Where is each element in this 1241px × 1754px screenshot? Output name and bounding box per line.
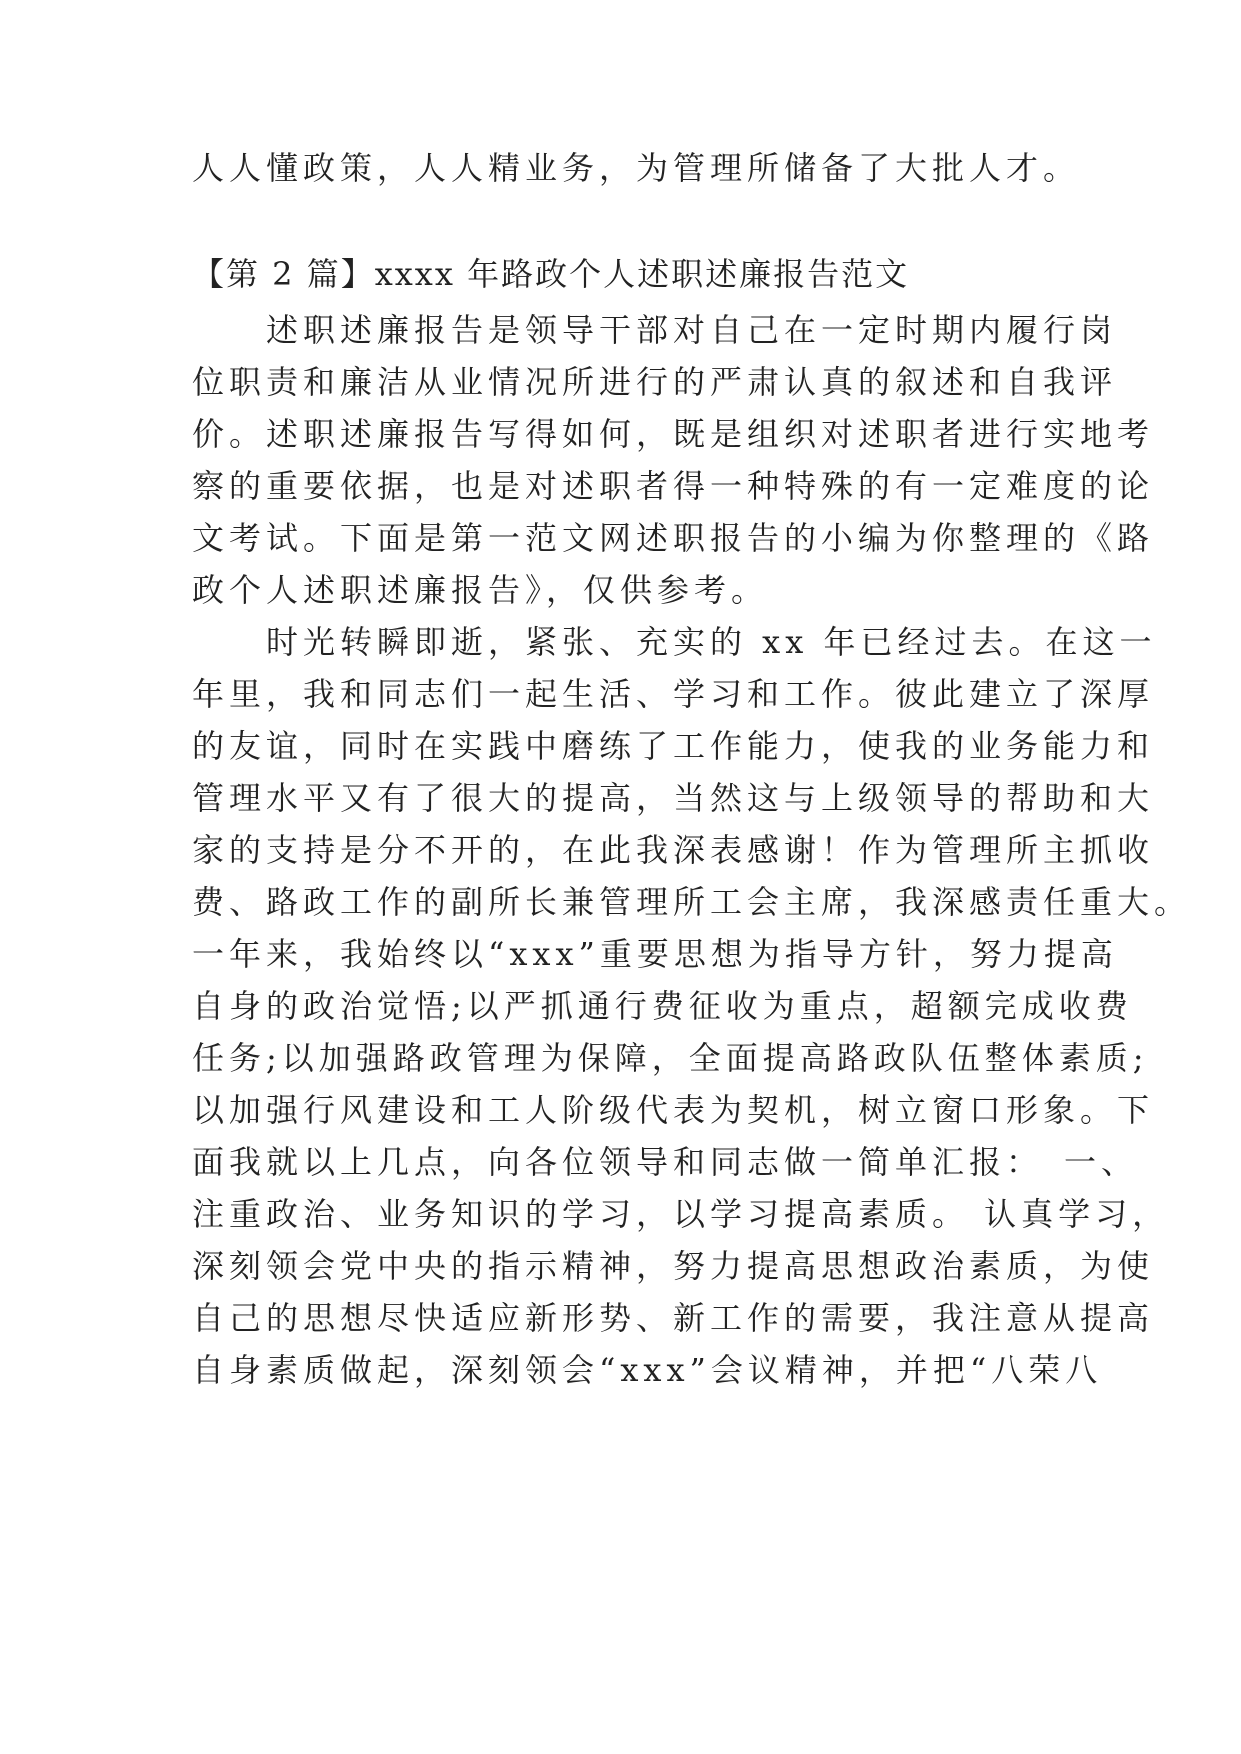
paragraph-line: 任务;以加强路政管理为保障，全面提高路政队伍整体素质; bbox=[192, 1039, 1149, 1077]
paragraph-line: 述职述廉报告是领导干部对自己在一定时期内履行岗 bbox=[192, 311, 1118, 349]
paragraph-line: 以加强行风建设和工人阶级代表为契机，树立窗口形象。下 bbox=[192, 1091, 1155, 1129]
paragraph-line: 政个人述职述廉报告》，仅供参考。 bbox=[192, 571, 769, 609]
paragraph-line: 管理水平又有了很大的提高，当然这与上级领导的帮助和大 bbox=[192, 779, 1155, 817]
paragraph-line: 深刻领会党中央的指示精神，努力提高思想政治素质，为使 bbox=[192, 1247, 1155, 1285]
paragraph-line: 时光转瞬即逝，紧张、充实的 xx 年已经过去。在这一 bbox=[192, 623, 1157, 661]
paragraph-line: 费、路政工作的副所长兼管理所工会主席，我深感责任重大。 bbox=[192, 883, 1192, 921]
paragraph-line: 位职责和廉洁从业情况所进行的严肃认真的叙述和自我评 bbox=[192, 363, 1118, 401]
paragraph-line: 自身素质做起，深刻领会“xxx”会议精神，并把“八荣八 bbox=[192, 1351, 1103, 1389]
paragraph-line: 注重政治、业务知识的学习，以学习提高素质。 认真学习， bbox=[192, 1195, 1170, 1233]
paragraph-line: 一年来，我始终以“xxx”重要思想为指导方针，努力提高 bbox=[192, 935, 1118, 973]
paragraph-line: 自身的政治觉悟;以严抓通行费征收为重点，超额完成收费 bbox=[192, 987, 1133, 1025]
paragraph-line: 自己的思想尽快适应新形势、新工作的需要，我注意从提高 bbox=[192, 1299, 1155, 1337]
paragraph-line: 的友谊，同时在实践中磨练了工作能力，使我的业务能力和 bbox=[192, 727, 1155, 765]
section-heading: 【第 2 篇】xxxx 年路政个人述职述廉报告范文 bbox=[192, 255, 910, 293]
paragraph-line: 察的重要依据，也是对述职者得一种特殊的有一定难度的论 bbox=[192, 467, 1155, 505]
paragraph-line: 价。述职述廉报告写得如何，既是组织对述职者进行实地考 bbox=[192, 415, 1155, 453]
intro-line: 人人懂政策，人人精业务，为管理所储备了大批人才。 bbox=[192, 149, 1081, 187]
paragraph-line: 家的支持是分不开的，在此我深表感谢！作为管理所主抓收 bbox=[192, 831, 1155, 869]
paragraph-line: 年里，我和同志们一起生活、学习和工作。彼此建立了深厚 bbox=[192, 675, 1155, 713]
paragraph-line: 面我就以上几点，向各位领导和同志做一简单汇报： 一、 bbox=[192, 1143, 1139, 1181]
paragraph-line: 文考试。下面是第一范文网述职报告的小编为你整理的《路 bbox=[192, 519, 1155, 557]
